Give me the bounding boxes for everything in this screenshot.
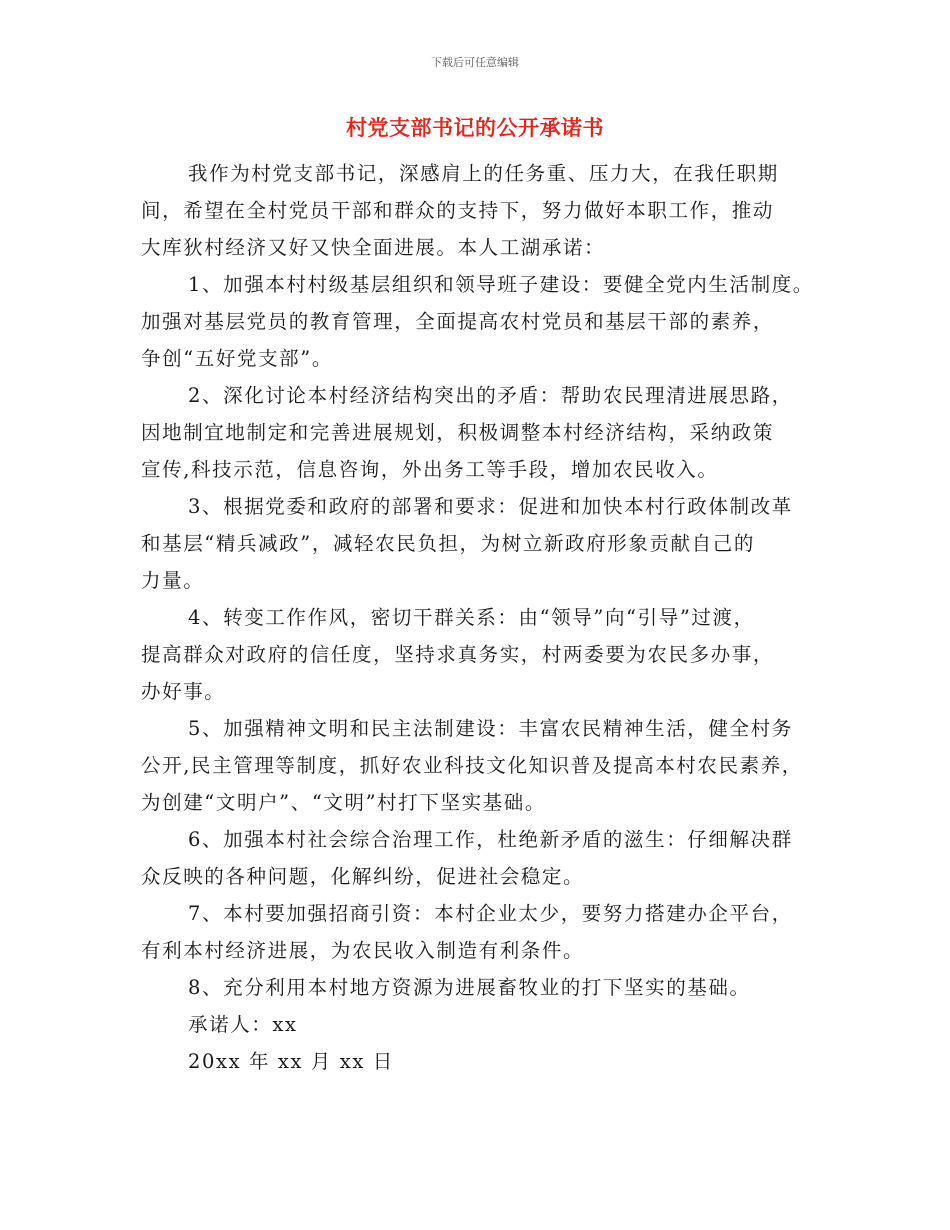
- paragraph-line: 2、深化讨论本村经济结构突出的矛盾：帮助农民理清进展思路，: [188, 384, 793, 407]
- signatory: 承诺人：xx: [188, 1013, 298, 1036]
- paragraph-item-3: [141, 488, 831, 599]
- paragraph-line: 因地制宜地制定和完善进展规划，积极调整本村经济结构，采纳政策: [141, 421, 775, 444]
- paragraph-line: 办好事。: [141, 680, 226, 703]
- paragraph-item-4: [141, 599, 831, 710]
- paragraph-line: 3、根据党委和政府的部署和要求：促进和加快本村行政体制改革: [188, 495, 793, 518]
- paragraph-line: 公开,民主管理等制度，抓好农业科技文化知识普及提高本村农民素养，: [141, 754, 803, 777]
- paragraph-line: 5、加强精神文明和民主法制建设：丰富农民精神生活，健全村务: [188, 717, 793, 740]
- document-body: [141, 155, 831, 1080]
- date-line: [141, 1043, 831, 1080]
- paragraph-line: 7、本村要加强招商引资：本村企业太少，要努力搭建办企平台，: [188, 902, 793, 925]
- document-title: 村党支部书记的公开承诺书: [346, 115, 604, 140]
- paragraph-line: 力量。: [141, 569, 205, 592]
- paragraph-line: 加强对基层党员的教育管理，全面提高农村党员和基层干部的素养，: [141, 310, 775, 333]
- paragraph-line: 8、充分利用本村地方资源为进展畜牧业的打下坚实的基础。: [188, 976, 751, 999]
- paragraph-line: 大库狄村经济又好又快全面进展。本人工湖承诺：: [141, 236, 606, 259]
- document-date: 20xx 年 xx 月 xx 日: [188, 1050, 394, 1073]
- paragraph-line: 我作为村党支部书记，深感肩上的任务重、压力大，在我任职期: [188, 162, 779, 185]
- paragraph-line: 提高群众对政府的信任度，坚持求真务实，村两委要为农民多办事，: [141, 643, 775, 666]
- paragraph-item-5: [141, 710, 831, 821]
- paragraph-line: 1、加强本村村级基层组织和领导班子建设：要健全党内生活制度。: [188, 273, 814, 296]
- paragraph-item-6: [141, 821, 831, 895]
- paragraph-item-8: [141, 969, 831, 1006]
- paragraph-line: 和基层“精兵减政”，减轻农民负担，为树立新政府形象贡献自己的: [141, 532, 755, 555]
- paragraph-line: 有利本村经济进展，为农民收入制造有利条件。: [141, 939, 585, 962]
- paragraph-line: 6、加强本村社会综合治理工作，杜绝新矛盾的滋生：仔细解决群: [188, 828, 793, 851]
- paragraph-intro: [141, 155, 831, 266]
- paragraph-line: 争创“五好党支部”。: [141, 347, 333, 370]
- signature-line: [141, 1006, 831, 1043]
- paragraph-line: 宣传,科技示范，信息咨询，外出务工等手段，增加农民收入。: [141, 458, 719, 481]
- paragraph-line: 众反映的各种问题，化解纠纷，促进社会稳定。: [141, 865, 585, 888]
- paragraph-line: 4、转变工作作风，密切干群关系：由“领导”向“引导”过渡，: [188, 606, 755, 629]
- paragraph-line: 间，希望在全村党员干部和群众的支持下，努力做好本职工作，推动: [141, 199, 775, 222]
- paragraph-item-1: [141, 266, 831, 377]
- header-note: 下载后可任意编辑: [431, 56, 519, 69]
- paragraph-item-2: [141, 377, 831, 488]
- paragraph-item-7: [141, 895, 831, 969]
- paragraph-line: 为创建“文明户”、“文明”村打下坚实基础。: [141, 791, 546, 814]
